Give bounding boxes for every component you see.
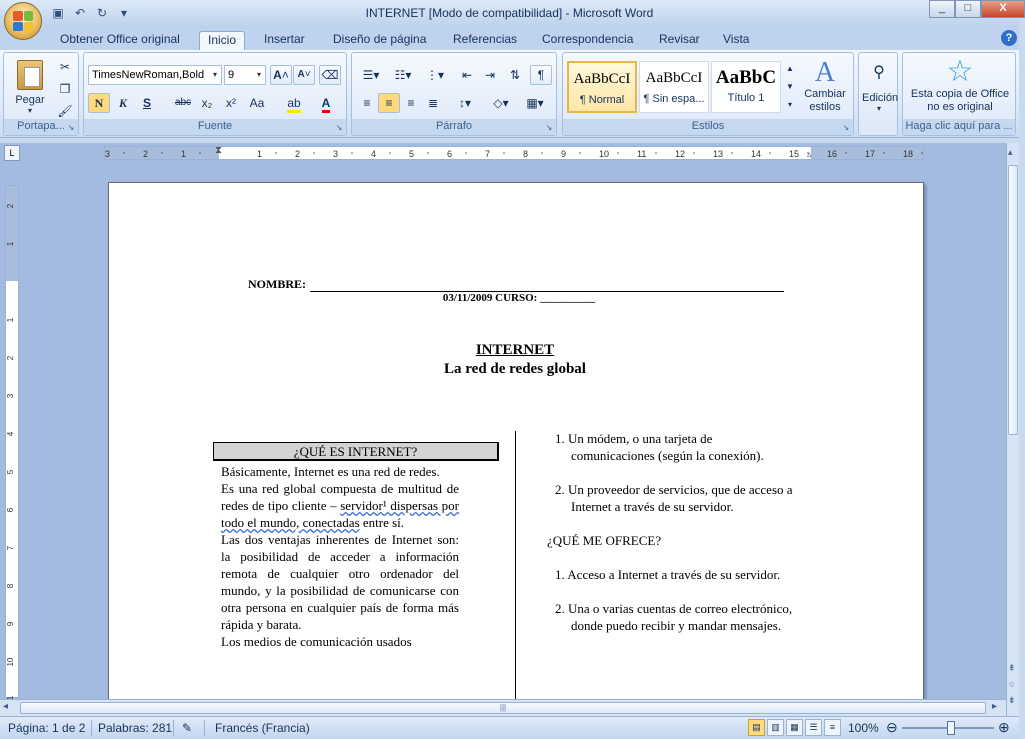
ruler-tick [351, 152, 353, 154]
tab-insert[interactable]: Insertar [264, 32, 305, 46]
cut-icon[interactable]: ✂ [59, 60, 71, 74]
right-column [547, 430, 797, 634]
paragraph: Las dos ventajas inherentes de Internet son: la posibilidad de acceder a información remota de cualquier otro ordenador del mundo, y la posibilidad de comunicarse con otra persona en cualquier país de forma más rápida y barata. [221, 532, 459, 632]
language-indicator[interactable]: Francés (Francia) [215, 721, 310, 735]
ruler-tick-label: 13 [713, 149, 724, 159]
style-heading-1[interactable]: AaBbC Título 1 [711, 61, 781, 113]
numbering-icon[interactable]: ☷▾ [394, 68, 412, 82]
editing-button[interactable]: ⚲ Edición ▾ [862, 64, 899, 113]
font-launcher-icon[interactable]: ↘ [335, 123, 343, 132]
ruler-tick-label: 1 [6, 317, 15, 323]
copy-icon[interactable]: ❐ [59, 82, 71, 96]
ruler-tick-label: 6 [447, 149, 453, 159]
paragraph-group [351, 52, 557, 136]
undo-icon[interactable]: ↶ [74, 6, 86, 20]
genuine-office-footer[interactable]: Haga clic aquí para ... [903, 119, 1015, 135]
ruler-tick-label: 6 [6, 507, 15, 513]
maximize-button[interactable]: □ [955, 0, 981, 18]
editing-group [858, 52, 898, 136]
column-separator [515, 431, 516, 711]
office-logo-icon [13, 11, 33, 31]
line-spacing-icon[interactable]: ↕▾ [458, 96, 472, 110]
previous-page-icon[interactable]: ⇞ [1008, 663, 1016, 673]
decrease-indent-icon[interactable]: ⇤ [461, 68, 473, 82]
ruler-tick [389, 152, 391, 154]
clipboard-group [3, 52, 79, 136]
ruler-tick [427, 152, 429, 154]
paragraph-group-label: Párrafo [352, 119, 556, 135]
scroll-up-icon[interactable]: ▴ [1008, 147, 1013, 157]
tab-get-office[interactable]: Obtener Office original [60, 32, 180, 46]
binoculars-icon: ⚲ [873, 64, 885, 81]
indent-marker-icon[interactable]: ⧗ [215, 145, 223, 156]
minimize-button[interactable]: _ [929, 0, 955, 18]
list-item: 2. Un proveedor de servicios, que de acceso a Internet a través de su servidor. [555, 482, 793, 514]
change-case-button[interactable]: Aa [249, 96, 265, 110]
scroll-left-icon[interactable]: ◂ [3, 701, 9, 712]
tab-view[interactable]: Vista [723, 32, 750, 46]
clipboard-icon [17, 60, 43, 90]
style-no-spacing[interactable]: AaBbCcI ¶ Sin espa... [639, 61, 709, 113]
underline-button[interactable]: S [142, 96, 151, 110]
horizontal-ruler-ticks [105, 147, 923, 159]
ruler-tick-label: 3 [333, 149, 339, 159]
align-left-icon[interactable]: ≡ [363, 96, 371, 110]
paragraph: Es una red global compuesta de multitud de redes de tipo cliente – servidor¹ dispersas por todo el mundo, conectadas entre sí. [221, 481, 460, 530]
subscript-button[interactable]: x₂ [201, 96, 213, 110]
ruler-tick-label: 2 [6, 355, 15, 361]
outline-view-icon[interactable]: ☰ [805, 719, 822, 736]
bullets-icon[interactable]: ☰▾ [362, 68, 380, 82]
tab-selector[interactable]: L [4, 145, 20, 161]
ruler-tick-label: 17 [865, 149, 876, 159]
date-course-line: 03/11/2009 CURSO: __________ [442, 292, 596, 304]
increase-indent-icon[interactable]: ⇥ [484, 68, 496, 82]
ruler-tick-label: 12 [675, 149, 686, 159]
show-marks-icon[interactable]: ¶ [530, 65, 552, 85]
font-group [83, 52, 347, 136]
ruler-tick-label: 1 [6, 241, 15, 247]
sort-icon[interactable]: ⇅ [509, 68, 521, 82]
align-right-icon[interactable]: ≡ [407, 96, 415, 110]
ruler-tick [655, 152, 657, 154]
scroll-right-icon[interactable]: ▸ [992, 701, 998, 712]
styles-group [562, 52, 854, 136]
list-item: 1. Acceso a Internet a través de su servidor. [555, 567, 781, 582]
shrink-font-icon[interactable]: A˅ [293, 65, 315, 85]
left-column [221, 463, 459, 650]
word-count[interactable]: Palabras: 281 [98, 721, 173, 735]
genuine-office-button[interactable]: ☆ Esta copia de Office no es original [905, 55, 1015, 119]
chevron-down-icon[interactable]: ▾ [212, 70, 217, 79]
ruler-tick-label: 9 [561, 149, 567, 159]
clipboard-launcher-icon[interactable]: ↘ [67, 123, 75, 132]
ruler-tick-label: 14 [751, 149, 762, 159]
tab-mailings[interactable]: Correspondencia [542, 32, 634, 46]
styles-group-label: Estilos [563, 119, 853, 135]
chevron-down-icon[interactable]: ▾ [256, 70, 261, 79]
ruler-tick-label: 5 [409, 149, 415, 159]
ruler-tick [503, 152, 505, 154]
vertical-scrollbar[interactable] [1006, 143, 1019, 716]
ruler-tick-label: 7 [485, 149, 491, 159]
ruler-tick [769, 152, 771, 154]
ruler-tick [313, 152, 315, 154]
paste-button[interactable]: Pegar ▾ [8, 57, 52, 117]
borders-icon[interactable]: ▦▾ [526, 96, 544, 110]
shading-icon[interactable]: ◇▾ [493, 96, 509, 110]
bold-button[interactable]: N [88, 93, 110, 113]
font-name-combo[interactable]: TimesNewRoman,Bold ▾ [88, 65, 222, 85]
font-group-label: Fuente [84, 119, 346, 135]
star-icon: ☆ [946, 55, 974, 88]
paragraph-launcher-icon[interactable]: ↘ [545, 123, 553, 132]
right-section-heading: ¿QUÉ ME OFRECE? [547, 533, 662, 548]
clipboard-group-label: Portapa... [4, 119, 78, 135]
change-styles-button[interactable]: A Cambiar estilos [799, 57, 851, 119]
ruler-tick-label: 8 [6, 583, 15, 589]
strikethrough-button[interactable]: abc [174, 97, 192, 108]
redo-icon[interactable]: ↻ [96, 6, 108, 20]
right-indent-marker-icon[interactable]: ▵ [807, 149, 812, 159]
paragraph: Básicamente, Internet es una red de redes. [221, 464, 440, 479]
multilevel-list-icon[interactable]: ⋮▾ [425, 68, 445, 82]
ribbon-tabs [0, 28, 1019, 50]
vertical-ruler[interactable] [5, 185, 19, 698]
font-color-icon[interactable]: A [312, 93, 340, 113]
change-styles-icon: A [814, 57, 836, 88]
browse-object-icon[interactable]: ○ [1009, 679, 1015, 689]
ruler-tick-label: 15 [789, 149, 800, 159]
ribbon [0, 50, 1019, 138]
tab-references[interactable]: Referencias [453, 32, 518, 46]
ruler-tick [617, 152, 619, 154]
ruler-tick-label: 2 [6, 203, 15, 209]
tab-review[interactable]: Revisar [659, 32, 700, 46]
ruler-tick-label: 11 [637, 149, 647, 159]
help-icon[interactable]: ? [1001, 30, 1017, 46]
window-controls [929, 0, 1025, 18]
tab-home[interactable]: Inicio [199, 31, 245, 50]
ruler-tick [921, 152, 923, 154]
ruler-tick [161, 152, 163, 154]
ruler-tick-label: 16 [827, 149, 838, 159]
list-item: 2. Una o varias cuentas de correo electrónico, donde puedo recibir y mandar mensajes. [555, 601, 793, 633]
ruler-tick [883, 152, 885, 154]
grow-font-icon[interactable]: A˄ [270, 65, 292, 85]
web-layout-icon[interactable]: ▦ [786, 719, 803, 736]
justify-icon[interactable]: ≣ [427, 96, 439, 110]
save-icon[interactable]: ▣ [52, 6, 64, 20]
left-section-header: ¿QUÉ ES INTERNET? [213, 442, 499, 461]
styles-launcher-icon[interactable]: ↘ [842, 123, 850, 132]
zoom-out-icon[interactable]: ⊖ [886, 719, 898, 735]
genuine-office-group [902, 52, 1016, 136]
document-subtitle: La red de redes global [444, 361, 586, 377]
clear-format-icon[interactable]: ⌫ [319, 65, 341, 85]
ruler-tick-label: 1 [257, 149, 263, 159]
page-indicator[interactable]: Página: 1 de 2 [8, 721, 86, 735]
tab-page-layout[interactable]: Diseño de página [333, 32, 427, 46]
list-item: 1. Un módem, o una tarjeta de comunicaciones (según la conexión). [555, 431, 764, 463]
zoom-level[interactable]: 100% [848, 721, 879, 735]
superscript-button[interactable]: x² [226, 96, 236, 110]
ruler-tick [123, 152, 125, 154]
ruler-tick [199, 152, 201, 154]
align-center-icon[interactable]: ≡ [378, 93, 400, 113]
title-bar [0, 0, 1019, 28]
ruler-tick-label: 5 [6, 469, 15, 475]
horizontal-scrollbar[interactable] [0, 699, 1006, 716]
ruler-tick-label: 9 [6, 621, 15, 627]
format-painter-icon[interactable]: 🖌 [57, 104, 73, 118]
ruler-tick [541, 152, 543, 154]
full-screen-reading-icon[interactable]: ▥ [767, 719, 784, 736]
ruler-tick-label: 2 [143, 149, 149, 159]
ruler-tick-label: 10 [6, 657, 15, 667]
ruler-tick [275, 152, 277, 154]
ruler-tick [845, 152, 847, 154]
style-normal[interactable]: AaBbCcI ¶ Normal [567, 61, 637, 113]
zoom-in-icon[interactable]: ⊕ [998, 719, 1010, 735]
spellcheck-flagged-text: servidor¹ dispersas por todo el mundo, conectadas [221, 498, 460, 530]
document-title: INTERNET [475, 342, 555, 358]
ruler-tick [731, 152, 733, 154]
ruler-tick-label: 1 [181, 149, 187, 159]
status-bar [0, 716, 1019, 739]
vertical-ruler-ticks [6, 186, 18, 697]
ruler-tick-label: 2 [295, 149, 301, 159]
ruler-tick-label: 10 [599, 149, 610, 159]
horizontal-ruler[interactable] [104, 146, 924, 160]
ruler-tick-label: 3 [6, 393, 15, 399]
highlight-icon[interactable]: ab [280, 93, 308, 113]
proofing-icon[interactable]: ✎ [182, 721, 193, 735]
horizontal-scroll-thumb[interactable]: ||| [20, 702, 986, 714]
ruler-tick-label: 4 [371, 149, 377, 159]
ruler-tick [579, 152, 581, 154]
italic-button[interactable]: K [118, 96, 127, 110]
next-page-icon[interactable]: ⇟ [1008, 695, 1016, 705]
ruler-tick-label: 7 [6, 545, 15, 551]
window-title: INTERNET [Modo de compatibilidad] - Microsoft Word [365, 6, 654, 20]
styles-scroll-icon[interactable]: ▲ ▼ ▾ [786, 64, 794, 109]
font-size-combo[interactable]: 9 ▾ [224, 65, 266, 85]
ruler-tick-label: 18 [903, 149, 914, 159]
ruler-tick-label: 8 [523, 149, 529, 159]
ruler-tick [465, 152, 467, 154]
paragraph: Los medios de comunicación usados [221, 634, 412, 649]
ruler-tick [693, 152, 695, 154]
draft-view-icon[interactable]: ≡ [824, 719, 841, 736]
print-layout-icon[interactable]: ▤ [748, 719, 765, 736]
ruler-tick-label: 3 [105, 149, 111, 159]
zoom-slider-knob[interactable] [947, 721, 955, 735]
close-button[interactable]: X [981, 0, 1025, 18]
office-button[interactable] [4, 2, 42, 40]
view-buttons [748, 719, 841, 736]
ruler-tick-label: 4 [6, 431, 15, 437]
vertical-scroll-thumb[interactable] [1008, 165, 1018, 435]
customize-qat-icon[interactable]: ▾ [120, 6, 128, 20]
nombre-label: NOMBRE: [248, 277, 306, 291]
document-page[interactable] [108, 182, 924, 702]
